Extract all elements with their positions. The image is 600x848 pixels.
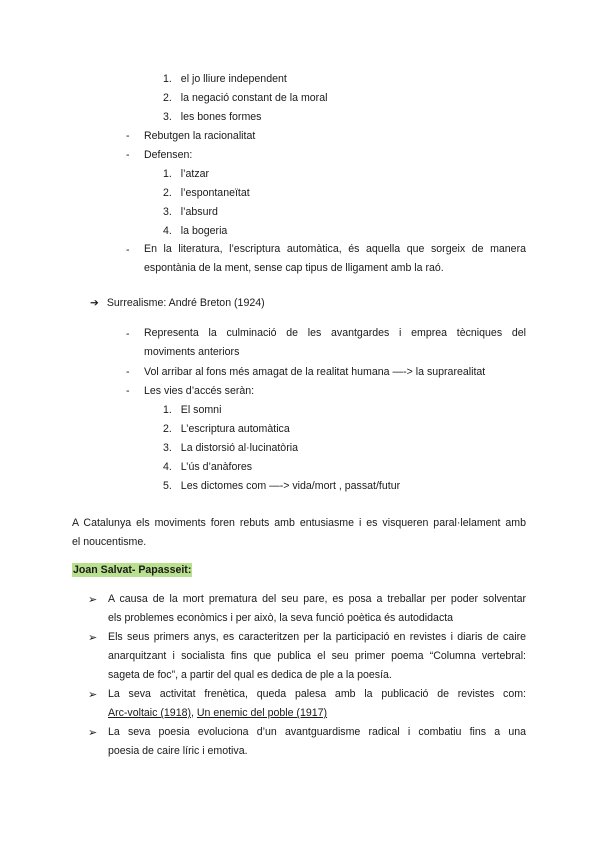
list-item: [163, 460, 252, 474]
dash-bullet: -: [126, 385, 130, 397]
list-text: La distorsió al·lucinatòria: [180, 442, 298, 454]
paragraph-line: La seva poesia evoluciona d’un avantguardisme radical i combatiu fins a una: [108, 726, 526, 738]
paragraph-line: Els seus primers anys, es caracteritzen per la participació en revistes i diaris de caire: [108, 631, 526, 643]
paragraph-line: el noucentisme.: [72, 536, 147, 548]
dash-paragraph: [144, 240, 526, 278]
dash-text: Les vies d’accés seràn:: [144, 385, 255, 397]
list-item: [163, 422, 290, 436]
chevron-right-icon: ➢: [88, 727, 98, 739]
section-title: Surrealisme: André Breton (1924): [106, 297, 265, 309]
list-number: 1.: [163, 168, 172, 180]
list-number: 4.: [163, 461, 172, 473]
dash-item: [126, 384, 255, 398]
list-number: 5.: [163, 480, 172, 492]
list-item: [163, 72, 287, 86]
list-number: 4.: [163, 225, 172, 237]
dash-text: Vol arribar al fons més amagat de la realitat humana —-> la suprarealitat: [144, 366, 486, 378]
list-item: [163, 224, 227, 238]
list-number: 3.: [163, 442, 172, 454]
paragraph-line: poesia de caire líric i emotiva.: [108, 745, 248, 757]
paragraph-line: moviments anteriors: [144, 346, 240, 358]
body-paragraph: [72, 514, 526, 552]
dash-bullet: -: [126, 328, 130, 340]
bullet-paragraph: [108, 590, 526, 628]
dash-paragraph: [144, 324, 526, 362]
list-text: la bogeria: [180, 225, 228, 237]
publication-title: Un enemic del poble (1917): [196, 707, 328, 719]
dash-bullet: -: [126, 130, 130, 142]
list-text: l’absurd: [180, 206, 218, 218]
list-item: [163, 479, 400, 493]
bullet-paragraph: [108, 723, 526, 761]
list-number: 2.: [163, 187, 172, 199]
separator: ,: [191, 707, 197, 719]
list-text: L’ús d’anàfores: [180, 461, 253, 473]
dash-bullet: -: [126, 366, 130, 378]
paragraph-line: En la literatura, l’escriptura automàtica, és aquella que sorgeix de manera: [144, 243, 526, 255]
list-text: l’atzar: [180, 168, 210, 180]
publication-title: Arc-voltaic (1918): [108, 707, 192, 719]
paragraph-line: anarquitzant i socialista fins que publica el seu primer poema “Columna vertebral:: [108, 650, 526, 662]
paragraph-line: A Catalunya els moviments foren rebuts amb entusiasme i es visqueren paral·lelament amb: [72, 517, 526, 529]
paragraph-line: Representa la culminació de les avantgardes i emprea tècniques del: [144, 327, 526, 339]
dash-item: [126, 365, 486, 379]
list-number: 3.: [163, 206, 172, 218]
paragraph-line: [108, 704, 526, 723]
list-text: l’espontaneïtat: [180, 187, 250, 199]
arrow-item: [90, 296, 265, 310]
chevron-right-icon: ➢: [88, 689, 98, 701]
list-item: [163, 205, 218, 219]
arrow-right-icon: ➔: [90, 297, 99, 309]
list-item: [163, 91, 327, 105]
dash-bullet: -: [126, 244, 130, 256]
section-heading: Joan Salvat- Papasseit:: [73, 564, 192, 576]
bullet-paragraph: [108, 628, 526, 685]
list-item: [163, 110, 261, 124]
paragraph-line: La seva activitat frenètica, queda palesa amb la publicació de revistes com:: [108, 688, 526, 700]
dash-bullet: -: [126, 149, 130, 161]
list-text: Les dictomes com —-> vida/mort , passat/futur: [180, 480, 401, 492]
chevron-right-icon: ➢: [88, 632, 98, 644]
paragraph-line: A causa de la mort prematura del seu pare, es posa a treballar per poder solventar: [108, 593, 526, 605]
list-number: 3.: [163, 111, 172, 123]
list-text: la negació constant de la moral: [180, 92, 328, 104]
list-item: [163, 186, 250, 200]
list-text: les bones formes: [180, 111, 262, 123]
list-item: [163, 167, 209, 181]
paragraph-line: espontània de la ment, sense cap tipus de lligament amb la raó.: [144, 262, 444, 274]
paragraph-line: els problemes econòmics i per això, la seva funció poètica és autodidacta: [108, 612, 454, 624]
list-item: [163, 403, 221, 417]
dash-text: Rebutgen la racionalitat: [144, 130, 256, 142]
dash-item: [126, 148, 193, 162]
paragraph-line: sageta de foc”, a partir del qual es dedica de ple a la poesía.: [108, 669, 392, 681]
list-text: L’escriptura automàtica: [180, 423, 290, 435]
list-text: el jo lliure independent: [180, 73, 287, 85]
dash-item: [126, 129, 256, 143]
list-item: [163, 441, 298, 455]
list-number: 1.: [163, 404, 172, 416]
bullet-paragraph: [108, 685, 526, 723]
list-number: 2.: [163, 92, 172, 104]
list-number: 1.: [163, 73, 172, 85]
dash-text: Defensen:: [144, 149, 193, 161]
list-text: El somni: [180, 404, 222, 416]
chevron-right-icon: ➢: [88, 594, 98, 606]
list-number: 2.: [163, 423, 172, 435]
